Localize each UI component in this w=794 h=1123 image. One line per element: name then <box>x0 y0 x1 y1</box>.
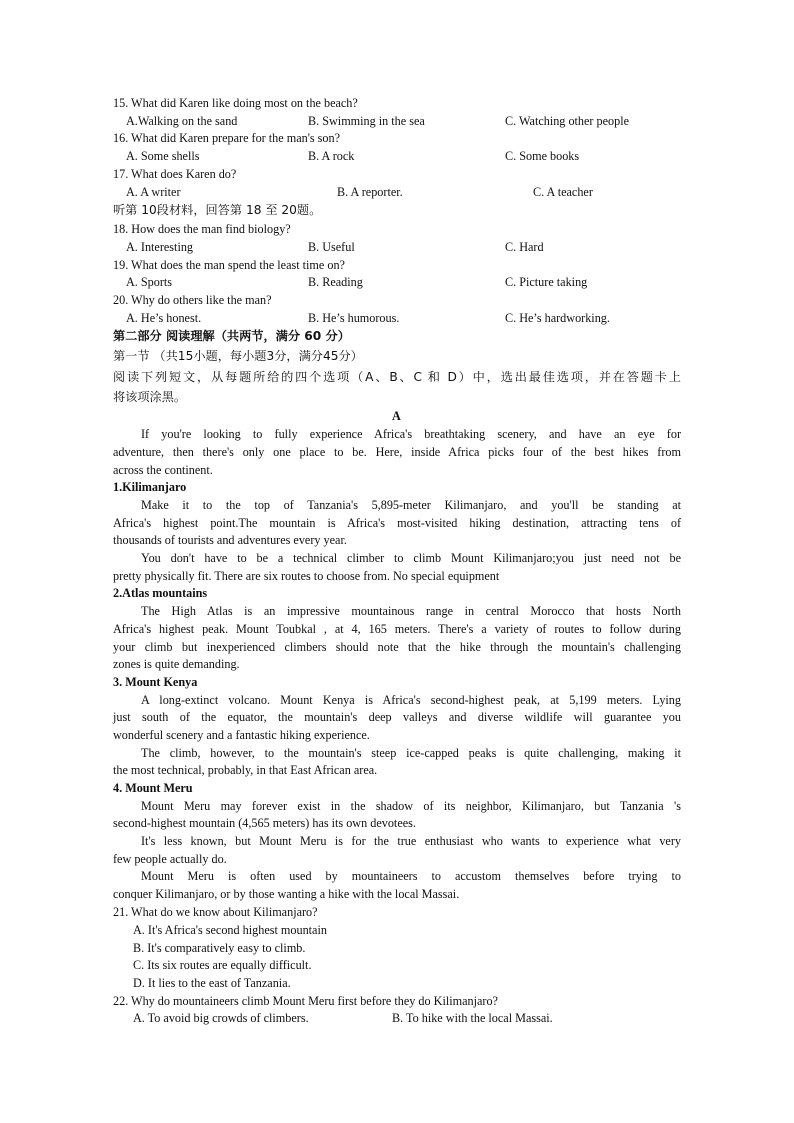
reading-instruction: 将该项涂黑。 <box>113 390 187 404</box>
question-stem: 19. What does the man spend the least time on? <box>113 258 345 272</box>
option-d: D. It lies to the east of Tanzania. <box>133 976 291 990</box>
section-title: 第一节 （共15小题，每小题3分，满分45分） <box>113 349 363 363</box>
option-c: C. Some books <box>505 149 580 163</box>
option-a: A. Interesting <box>126 240 194 254</box>
paragraph-line: Mount Meru is often used by mountaineers to accustom themselves before trying to <box>141 869 681 883</box>
option-b: B. It's comparatively easy to climb. <box>133 941 306 955</box>
option-a: A. A writer <box>126 185 181 199</box>
option-a: A. Some shells <box>126 149 200 163</box>
paragraph-line: zones is quite demanding. <box>113 657 240 671</box>
option-a: A. He’s honest. <box>126 311 202 325</box>
option-a: A. Sports <box>126 275 173 289</box>
question-stem: 20. Why do others like the man? <box>113 293 272 307</box>
question-stem: 15. What did Karen like doing most on the beach? <box>113 96 358 110</box>
section-heading: 2.Atlas mountains <box>113 586 208 600</box>
paragraph-line: pretty physically fit. There are six routes to choose from. No special equipment <box>113 569 500 583</box>
option-b: B. A reporter. <box>337 185 403 199</box>
paragraph-line: just south of the equator, the mountain's deep valleys and diverse wildlife will guarantee you <box>113 710 681 724</box>
option-c: C. Its six routes are equally difficult. <box>133 958 312 972</box>
paragraph-line: The climb, however, to the mountain's steep ice-capped peaks is quite challenging, making it <box>141 746 681 760</box>
paragraph-line: across the continent. <box>113 463 213 477</box>
paragraph-line: Make it to the top of Tanzania's 5,895-meter Kilimanjaro, and you'll be standing at <box>141 498 681 512</box>
option-a: A. To avoid big crowds of climbers. <box>133 1011 309 1025</box>
paragraph-line: thousands of tourists and adventures every year. <box>113 533 347 547</box>
paragraph-line: your climb but inexperienced climbers should note that the hike through the mountain's challenging <box>113 640 681 654</box>
section-heading: 3. Mount Kenya <box>113 675 198 689</box>
option-b: B. He’s humorous. <box>308 311 400 325</box>
option-c: C. Picture taking <box>505 275 588 289</box>
paragraph-line: Africa's highest peak. Mount Toubkal , at 4, 165 meters. There's a variety of routes to follow during <box>113 622 681 636</box>
paragraph-line: adventure, then there's only one place to be. Here, inside Africa picks four of the best hikes from <box>113 445 681 459</box>
question-stem: 18. How does the man find biology? <box>113 222 291 236</box>
paragraph-line: You don't have to be a technical climber to climb Mount Kilimanjaro;you just need not be <box>141 551 681 565</box>
paragraph-line: The High Atlas is an impressive mountainous range in central Morocco that hosts North <box>141 604 681 618</box>
section-heading: 4. Mount Meru <box>113 781 193 795</box>
paragraph-line: wonderful scenery and a fantastic hiking experience. <box>113 728 370 742</box>
paragraph-line: the most technical, probably, in that East African area. <box>113 763 378 777</box>
paragraph-line: conquer Kilimanjaro, or by those wanting a hike with the local Massai. <box>113 887 460 901</box>
option-a: A.Walking on the sand <box>126 114 238 128</box>
section-heading: 1.Kilimanjaro <box>113 480 187 494</box>
passage-label: A <box>392 409 401 423</box>
option-a: A. It's Africa's second highest mountain <box>133 923 327 937</box>
option-b: B. A rock <box>308 149 355 163</box>
reading-instruction: 阅读下列短文，从每题所给的四个选项（A、B、C 和 D）中，选出最佳选项，并在答题卡上 <box>113 370 681 384</box>
option-b: B. Swimming in the sea <box>308 114 425 128</box>
paragraph-line: Africa's highest point.The mountain is Africa's most-visited hiking destination, attracting tens of <box>113 516 681 530</box>
listening-instruction: 听第 10段材料，回答第 18 至 20题。 <box>113 203 322 217</box>
part-title: 第二部分 阅读理解（共两节，满分 60 分） <box>113 329 350 343</box>
option-c: C. He’s hardworking. <box>505 311 610 325</box>
option-b: B. Useful <box>308 240 355 254</box>
question-stem: 17. What does Karen do? <box>113 167 237 181</box>
option-c: C. Watching other people <box>505 114 630 128</box>
paragraph-line: A long-extinct volcano. Mount Kenya is Africa's second-highest peak, at 5,199 meters. Lying <box>141 693 681 707</box>
paragraph-line: few people actually do. <box>113 852 227 866</box>
question-stem: 16. What did Karen prepare for the man's son? <box>113 131 341 145</box>
option-c: C. Hard <box>505 240 544 254</box>
paragraph-line: It's less known, but Mount Meru is for the true enthusiast who wants to experience what very <box>141 834 681 848</box>
option-b: B. Reading <box>308 275 363 289</box>
question-stem: 21. What do we know about Kilimanjaro? <box>113 905 318 919</box>
option-b: B. To hike with the local Massai. <box>392 1011 553 1025</box>
paragraph-line: If you're looking to fully experience Africa's breathtaking scenery, and have an eye for <box>141 427 681 441</box>
question-stem: 22. Why do mountaineers climb Mount Meru first before they do Kilimanjaro? <box>113 994 498 1008</box>
paragraph-line: second-highest mountain (4,565 meters) has its own devotees. <box>113 816 416 830</box>
option-c: C. A teacher <box>533 185 593 199</box>
paragraph-line: Mount Meru may forever exist in the shadow of its neighbor, Kilimanjaro, but Tanzania 's <box>141 799 681 813</box>
